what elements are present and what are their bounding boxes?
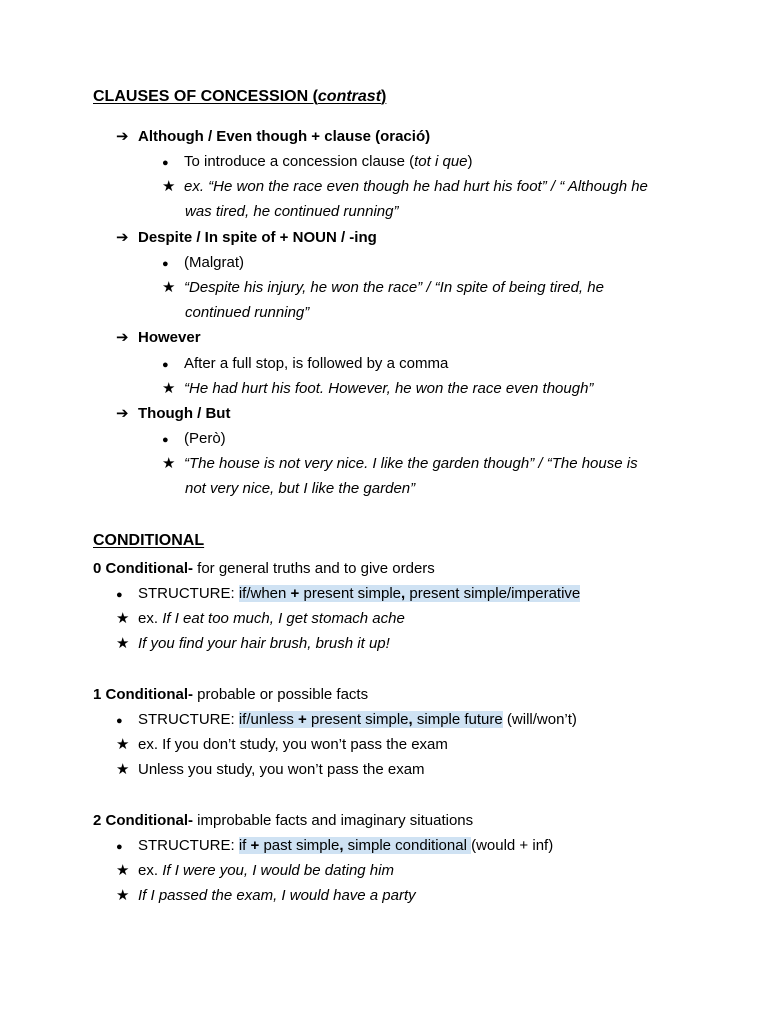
heading-text: Despite / In spite of + NOUN / -ing [138,229,377,246]
bullet-emphasis: tot i que [414,153,468,170]
plus-sign: + [250,837,260,854]
list-item-heading [116,404,230,424]
bullet-icon: ● [162,157,169,169]
example-item [162,278,604,298]
conditional-label: 1 Conditional- [93,686,193,703]
bullet-item [162,429,226,450]
example-item [116,735,448,755]
bullet-icon: ● [162,434,169,446]
example-text: ex. “He won the race even though he had hurt his foot” / “ Although he [184,178,648,195]
star-icon: ★ [162,279,176,296]
arrow-icon: ➔ [116,229,129,246]
structure-label: STRUCTURE: [138,837,239,854]
example-item [116,886,416,906]
structure-part: simple conditional [343,837,472,854]
bullet-icon: ● [116,715,123,727]
comma-sign: , [339,837,344,854]
structure-highlight [239,585,580,602]
star-icon: ★ [116,862,130,879]
section-title-concession [93,87,386,107]
bullet-icon: ● [116,589,123,601]
arrow-icon: ➔ [116,405,129,422]
example-continuation: continued running” [185,304,310,321]
example-item [162,177,648,197]
bullet-close: ) [467,153,473,170]
star-icon: ★ [116,887,130,904]
bullet-text: (Però) [184,430,226,447]
star-icon: ★ [162,178,176,195]
star-icon: ★ [116,635,130,652]
conditional-description: for general truths and to give orders [193,560,435,577]
example-text: If I were you, I would be dating him [162,862,394,879]
conditional-description: improbable facts and imaginary situations [193,812,474,829]
example-text: “He had hurt his foot. However, he won the race even though” [184,380,594,397]
star-icon: ★ [162,455,176,472]
example-text: “Despite his injury, he won the race” / “In spite of being tired, he [184,279,604,296]
example-text: If I passed the exam, I would have a party [138,887,416,904]
example-text: Unless you study, you won’t pass the exam [138,761,425,778]
example-item [116,609,405,629]
structure-label: STRUCTURE: [138,711,239,728]
example-continuation: not very nice, but I like the garden” [185,480,416,497]
heading-text: Though / But [138,405,231,422]
structure-item [116,710,577,731]
structure-part: simple future [412,711,503,728]
structure-label: STRUCTURE: [138,585,239,602]
example-continuation: was tired, he continued running” [185,203,399,220]
structure-tail: (will/won’t) [502,711,577,728]
heading-text: Although / Even though + clause (oració) [138,128,431,145]
comma-sign: , [401,585,406,602]
star-icon: ★ [162,380,176,397]
structure-highlight [239,711,503,728]
example-text: If you find your hair brush, brush it up! [138,635,390,652]
conditional-label: 2 Conditional- [93,812,193,829]
structure-part: present simple/imperative [405,585,581,602]
title-text: CLAUSES OF CONCESSION ( [93,88,318,105]
structure-part: if/when [238,585,291,602]
structure-item [116,836,553,857]
plus-sign: + [298,711,307,728]
example-text: “The house is not very nice. I like the garden though” / “The house is [184,455,638,472]
conditional-zero-heading [93,559,435,579]
bullet-text: (Malgrat) [184,254,245,271]
example-text: ex. If you don’t study, you won’t pass the exam [138,736,448,753]
arrow-icon: ➔ [116,329,129,346]
structure-item [116,584,580,605]
example-item [116,634,390,654]
comma-sign: , [408,711,413,728]
title-close: ) [381,88,387,105]
example-item [116,760,425,780]
bullet-item [162,354,448,375]
arrow-icon: ➔ [116,128,129,145]
bullet-icon: ● [116,841,123,853]
structure-part: if/unless [238,711,299,728]
conditional-description: probable or possible facts [193,686,369,703]
bullet-item [162,253,244,274]
conditional-two-heading [93,811,473,831]
structure-part: past simple [259,837,340,854]
example-text: If I eat too much, I get stomach ache [162,610,405,627]
example-item [116,861,394,881]
structure-part: present simple [306,711,409,728]
list-item-heading [116,228,377,248]
plus-sign: + [290,585,300,602]
title-emphasis: contrast [317,88,382,105]
bullet-icon: ● [162,258,169,270]
heading-text: However [138,329,201,346]
list-item-heading [116,328,201,348]
bullet-item [162,152,473,173]
bullet-text: After a full stop, is followed by a comma [184,355,449,372]
section-title-conditional: CONDITIONAL [93,532,205,549]
conditional-label: 0 Conditional- [93,560,193,577]
bullet-text: To introduce a concession clause ( [184,153,415,170]
example-item [162,454,638,474]
list-item-heading [116,127,430,147]
example-prefix: ex. [138,610,163,627]
structure-highlight [239,837,471,854]
structure-part: present simple [299,585,402,602]
structure-tail: (would + inf) [471,837,554,854]
structure-part: if [238,837,251,854]
star-icon: ★ [116,761,130,778]
star-icon: ★ [116,736,130,753]
conditional-one-heading [93,685,368,705]
bullet-icon: ● [162,359,169,371]
example-prefix: ex. [138,862,163,879]
example-item [162,379,593,399]
star-icon: ★ [116,610,130,627]
